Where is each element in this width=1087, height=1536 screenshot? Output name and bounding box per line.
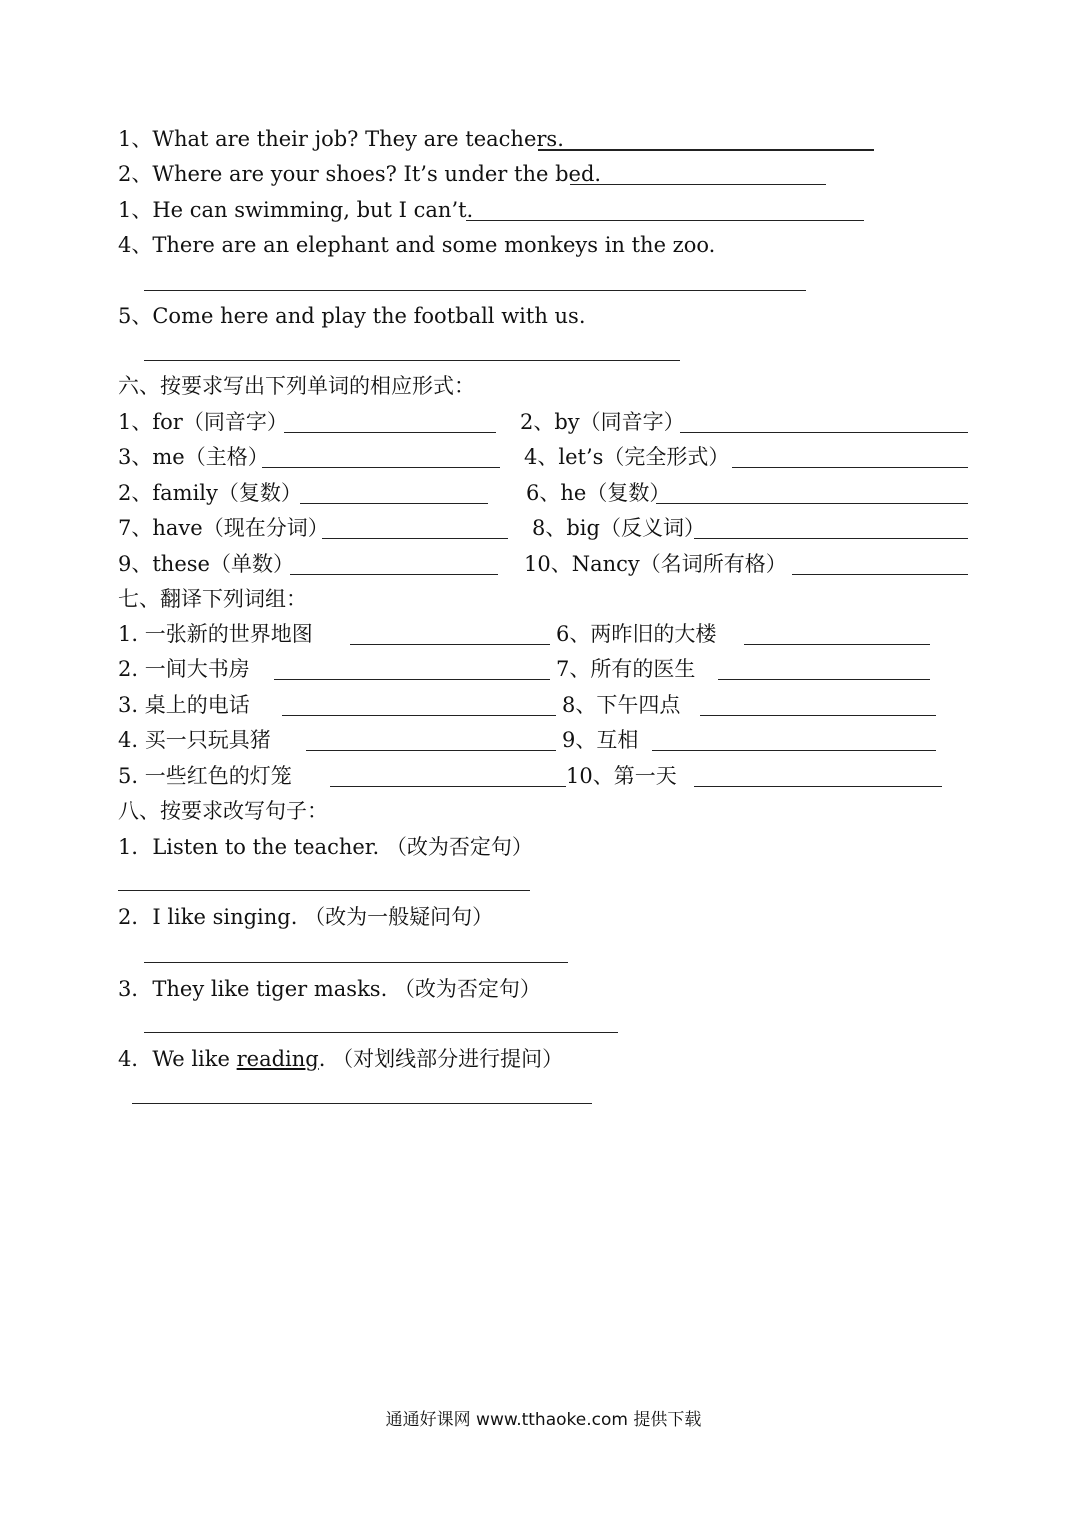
question-5-5: 5、Come here and play the football with us. xyxy=(118,304,586,328)
question-8-3: 3．They like tiger masks. （改为否定句） xyxy=(118,977,541,1001)
question-8-4-suffix: . （对划线部分进行提问） xyxy=(318,1047,564,1071)
answer-blank-7-7[interactable] xyxy=(718,679,930,680)
answer-blank-7-1[interactable] xyxy=(350,644,550,645)
answer-blank-7-10[interactable] xyxy=(694,786,942,787)
underlined-word: reading xyxy=(236,1047,319,1071)
word-item-6-8: 8、big（反义词） xyxy=(532,516,705,540)
answer-blank-7-8[interactable] xyxy=(700,715,936,716)
question-5-1: 1、What are their job? They are teachers. xyxy=(118,127,564,151)
answer-blank-6-10[interactable] xyxy=(792,574,968,575)
section-eight-heading: 八、按要求改写句子： xyxy=(118,799,328,823)
answer-blank-7-9[interactable] xyxy=(652,750,936,751)
answer-blank-5-2[interactable] xyxy=(570,184,826,185)
answer-blank-5-1[interactable] xyxy=(538,149,874,151)
question-8-2: 2．I like singing. （改为一般疑问句） xyxy=(118,905,494,929)
phrase-item-7-6: 6、两昨旧的大楼 xyxy=(556,622,717,646)
phrase-item-7-3: 3. 桌上的电话 xyxy=(118,693,250,717)
phrase-item-7-9: 9、互相 xyxy=(562,728,639,752)
answer-blank-8-3[interactable] xyxy=(144,1032,618,1033)
answer-blank-7-2[interactable] xyxy=(274,679,550,680)
word-item-6-2: 2、by（同音字） xyxy=(520,410,685,434)
phrase-item-7-5: 5. 一些红色的灯笼 xyxy=(118,764,292,788)
word-item-6-9: 9、these（单数） xyxy=(118,552,294,576)
answer-blank-8-4[interactable] xyxy=(132,1103,592,1104)
answer-blank-6-5[interactable] xyxy=(300,503,488,504)
question-8-4 xyxy=(118,1046,563,1072)
phrase-item-7-7: 7、所有的医生 xyxy=(556,657,696,681)
answer-blank-5-3[interactable] xyxy=(466,220,864,221)
phrase-item-7-1: 1. 一张新的世界地图 xyxy=(118,622,313,646)
answer-blank-5-4[interactable] xyxy=(144,290,806,291)
phrase-item-7-2: 2. 一间大书房 xyxy=(118,657,250,681)
answer-blank-6-7[interactable] xyxy=(322,538,508,539)
question-8-1: 1．Listen to the teacher. （改为否定句） xyxy=(118,835,533,859)
phrase-item-7-8: 8、下午四点 xyxy=(562,693,681,717)
answer-blank-6-9[interactable] xyxy=(290,574,498,575)
word-item-6-6: 6、he（复数） xyxy=(526,481,671,505)
question-5-2: 2、Where are your shoes? It’s under the bed. xyxy=(118,162,602,186)
answer-blank-6-6[interactable] xyxy=(656,503,968,504)
word-item-6-4: 4、let’s（完全形式） xyxy=(524,445,730,469)
answer-blank-8-2[interactable] xyxy=(144,962,568,963)
word-item-6-7: 7、have（现在分词） xyxy=(118,516,329,540)
question-5-3: 1、He can swimming, but I can’t. xyxy=(118,198,474,222)
answer-blank-6-8[interactable] xyxy=(694,538,968,539)
answer-blank-7-6[interactable] xyxy=(744,644,930,645)
section-seven-heading: 七、翻译下列词组： xyxy=(118,587,307,611)
answer-blank-5-5[interactable] xyxy=(144,360,680,361)
phrase-item-7-4: 4. 买一只玩具猪 xyxy=(118,728,271,752)
question-5-4: 4、There are an elephant and some monkeys in the zoo. xyxy=(118,233,716,257)
footer-source: 通通好课网 www.tthaoke.com 提供下载 xyxy=(385,1410,702,1430)
answer-blank-7-3[interactable] xyxy=(282,715,556,716)
answer-blank-7-5[interactable] xyxy=(330,786,566,787)
phrase-item-7-10: 10、第一天 xyxy=(566,764,677,788)
word-item-6-3: 3、me（主格） xyxy=(118,445,269,469)
word-item-6-10: 10、Nancy（名词所有格） xyxy=(524,552,787,576)
answer-blank-6-2[interactable] xyxy=(680,432,968,433)
answer-blank-6-1[interactable] xyxy=(284,432,496,433)
word-item-6-1: 1、for（同音字） xyxy=(118,410,288,434)
answer-blank-8-1[interactable] xyxy=(118,890,530,891)
answer-blank-6-3[interactable] xyxy=(262,467,500,468)
section-six-heading: 六、按要求写出下列单词的相应形式： xyxy=(118,374,475,398)
word-item-6-5: 2、family（复数） xyxy=(118,481,302,505)
answer-blank-7-4[interactable] xyxy=(306,750,556,751)
answer-blank-6-4[interactable] xyxy=(732,467,968,468)
question-8-4-prefix: 4．We like xyxy=(118,1047,237,1071)
